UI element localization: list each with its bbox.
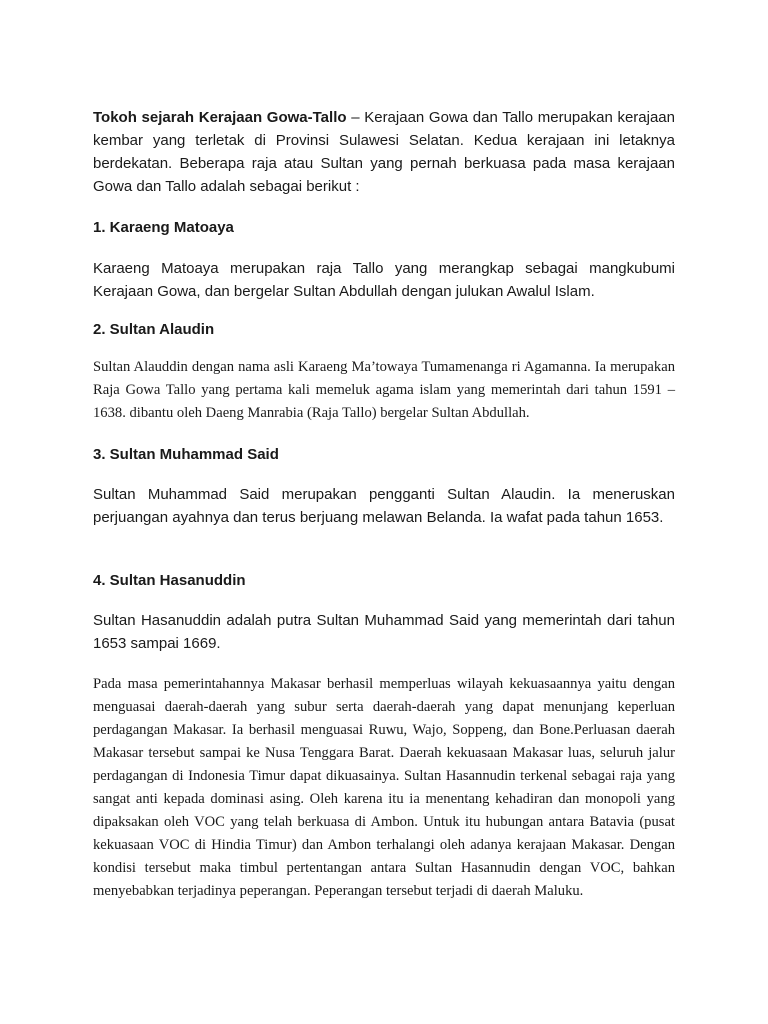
intro-text: – Kerajaan Gowa dan Tallo merupakan kerajaan kembar yang terletak di Provinsi Sulawesi Selatan. Kedua kerajaan ini letaknya berdekatan. Beberapa raja atau Sultan yang pernah berkuasa pada masa kerajaan Gowa dan Tallo adalah sebagai berikut : [93,109,675,195]
intro-paragraph [93,106,675,198]
section-body-3: Sultan Muhammad Said merupakan pengganti Sultan Alaudin. Ia meneruskan perjuangan ayahnya dan terus berjuang melawan Belanda. Ia wafat pada tahun 1653. [93,486,675,526]
intro-lead-bold: Tokoh sejarah Kerajaan Gowa-Tallo [93,109,347,126]
section-heading-1: 1. Karaeng Matoaya [93,219,234,236]
section-heading-4: 4. Sultan Hasanuddin [93,572,246,589]
section-body-4: Sultan Hasanuddin adalah putra Sultan Muhammad Said yang memerintah dari tahun 1653 sampai 1669. [93,612,675,652]
section-body-4-continued: Pada masa pemerintahannya Makasar berhasil memperluas wilayah kekuasaannya yaitu dengan menguasai daerah-daerah yang subur serta daerah-daerah yang dapat menunjang keperluan perdagangan Makasar. Ia berhasil menguasai Ruwu, Wajo, Soppeng, dan Bone.Perluasan daerah Makasar tersebut sampai ke Nusa Tenggara Barat. Daerah kekuasaan Makasar luas, seluruh jalur perdagangan di Indonesia Timur dapat dikuasainya. Sultan Hasannudin terkenal sebagai raja yang sangat anti kepada dominasi asing. Oleh karena itu ia menentang kehadiran dan monopoli yang dipaksakan oleh VOC yang telah berkuasa di Ambon. Untuk itu hubungan antara Batavia (pusat kekuasaan VOC di Hindia Timur) dan Ambon terhalangi oleh adanya kerajaan Makasar. Dengan kondisi tersebut maka timbul pertentangan antara Sultan Hasannudin dengan VOC, bahkan menyebabkan terjadinya peperangan. Peperangan tersebut terjadi di daerah Maluku. [93,676,675,899]
section-heading-2: 2. Sultan Alaudin [93,321,215,338]
section-body-1: Karaeng Matoaya merupakan raja Tallo yang merangkap sebagai mangkubumi Kerajaan Gowa, dan bergelar Sultan Abdullah dengan julukan Awalul Islam. [93,260,675,300]
section-body-2: Sultan Alauddin dengan nama asli Karaeng Ma’towaya Tumamenanga ri Agamanna. Ia merupakan Raja Gowa Tallo yang pertama kali memeluk agama islam yang memerintah dari tahun 1591 – 1638. dibantu oleh Daeng Manrabia (Raja Tallo) bergelar Sultan Abdullah. [93,359,675,421]
section-heading-3: 3. Sultan Muhammad Said [93,446,279,463]
